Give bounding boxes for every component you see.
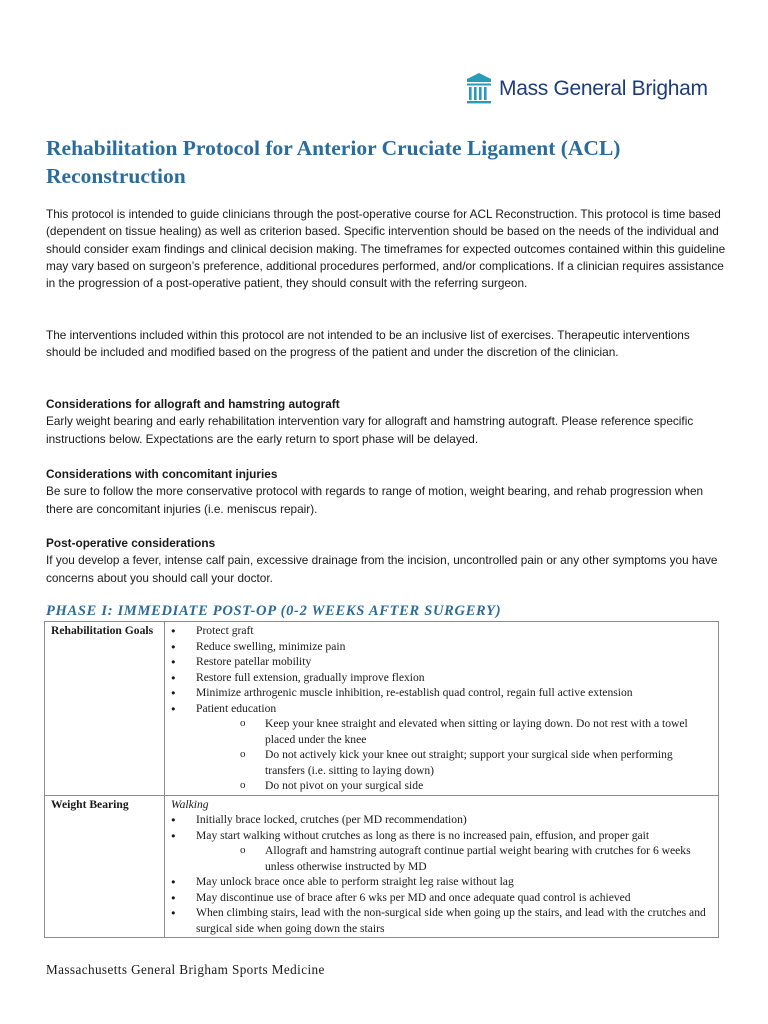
section-heading: Post-operative considerations <box>46 536 216 550</box>
education-sublist <box>196 716 712 794</box>
goals-label: Rehabilitation Goals <box>45 622 165 796</box>
section-text: Early weight bearing and early rehabilitation intervention vary for allograft and hamstring autograft. Please reference specific instructions below. Expectations are the early return to sport phase will be delayed. <box>46 414 694 446</box>
brand-name: Mass General Brigham <box>499 77 708 100</box>
sub-list-item: o Do not actively kick your knee out straight; support your surgical side when performing transfers (i.e. sitting to laying down) <box>240 747 712 778</box>
sub-list-item: o Keep your knee straight and elevated when sitting or laying down. Do not rest with a towel placed under the knee <box>240 716 712 747</box>
list-item: ● When climbing stairs, lead with the non-surgical side when going up the stairs, and lead with the crutches and surgical side when going down the stairs <box>171 905 712 936</box>
phase-title: PHASE I: IMMEDIATE POST-OP (0-2 WEEKS AFTER SURGERY) <box>46 603 502 619</box>
weight-bearing-label: Weight Bearing <box>45 795 165 938</box>
list-item-label: May start walking without crutches as long as there is no increased pain, effusion, and proper gait <box>196 828 650 842</box>
section-post-operative <box>46 535 726 587</box>
section-text: Be sure to follow the more conservative protocol with regards to range of motion, weight bearing, and rehab progression when there are concomitant injuries (i.e. meniscus repair). <box>46 484 704 516</box>
intro-paragraph-2: The interventions included within this protocol are not intended to be an inclusive list of exercises. Therapeutic interventions should be included and modified based on the progress of the patient and under the discretion of the clinician. <box>46 328 690 360</box>
list-item: ● Minimize arthrogenic muscle inhibition, re-establish quad control, regain full active extension <box>171 685 712 701</box>
protocol-table <box>44 621 719 938</box>
section-allograft <box>46 396 726 448</box>
walking-label: Walking <box>171 797 209 811</box>
list-item: ● Restore full extension, gradually improve flexion <box>171 670 712 686</box>
table-row <box>45 622 719 796</box>
brand-logo <box>466 72 708 106</box>
list-item-walking <box>171 828 712 875</box>
list-item: ● Reduce swelling, minimize pain <box>171 639 712 655</box>
intro-paragraph-1: This protocol is intended to guide clinicians through the post-operative course for ACL Reconstruction. This protocol is time based (dependent on tissue healing) as well as criterion based. Specific intervention should be based on the needs of the individual and should consider exam findings and clinical decision making. The timeframes for expected outcomes contained within this guideline may vary based on surgeon’s preference, additional procedures performed, and/or complications. If a clinician requires assistance in the progression of a post-operative patient, they should consult with the referring surgeon. <box>46 207 726 291</box>
sub-list-item: o Allograft and hamstring autograft continue partial weight bearing with crutches for 6 weeks unless otherwise instructed by MD <box>240 843 712 874</box>
weight-bearing-sublist <box>196 843 712 874</box>
list-item: ● May discontinue use of brace after 6 wks per MD and once adequate quad control is achieved <box>171 890 712 906</box>
section-heading: Considerations for allograft and hamstring autograft <box>46 397 340 411</box>
goals-list <box>171 623 712 794</box>
list-item: ● Restore patellar mobility <box>171 654 712 670</box>
list-item: ● Protect graft <box>171 623 712 639</box>
list-item-label: Patient education <box>196 701 277 715</box>
document-title: Rehabilitation Protocol for Anterior Cruciate Ligament (ACL) Reconstruction <box>46 136 621 188</box>
hospital-building-icon <box>466 72 492 106</box>
list-item-patient-education <box>171 701 712 794</box>
table-row <box>45 795 719 938</box>
weight-bearing-list <box>171 812 712 936</box>
page-footer: Massachusetts General Brigham Sports Medicine <box>46 962 325 977</box>
sub-list-item: o Do not pivot on your surgical side <box>240 778 712 794</box>
list-item: ● May unlock brace once able to perform straight leg raise without lag <box>171 874 712 890</box>
goals-cell <box>165 622 719 796</box>
section-heading: Considerations with concomitant injuries <box>46 467 278 481</box>
section-text: If you develop a fever, intense calf pain, excessive drainage from the incision, uncontrolled pain or any other symptoms you have concerns about you should call your doctor. <box>46 553 718 585</box>
weight-bearing-cell <box>165 795 719 938</box>
list-item: ● Initially brace locked, crutches (per MD recommendation) <box>171 812 712 828</box>
section-concomitant <box>46 466 726 518</box>
